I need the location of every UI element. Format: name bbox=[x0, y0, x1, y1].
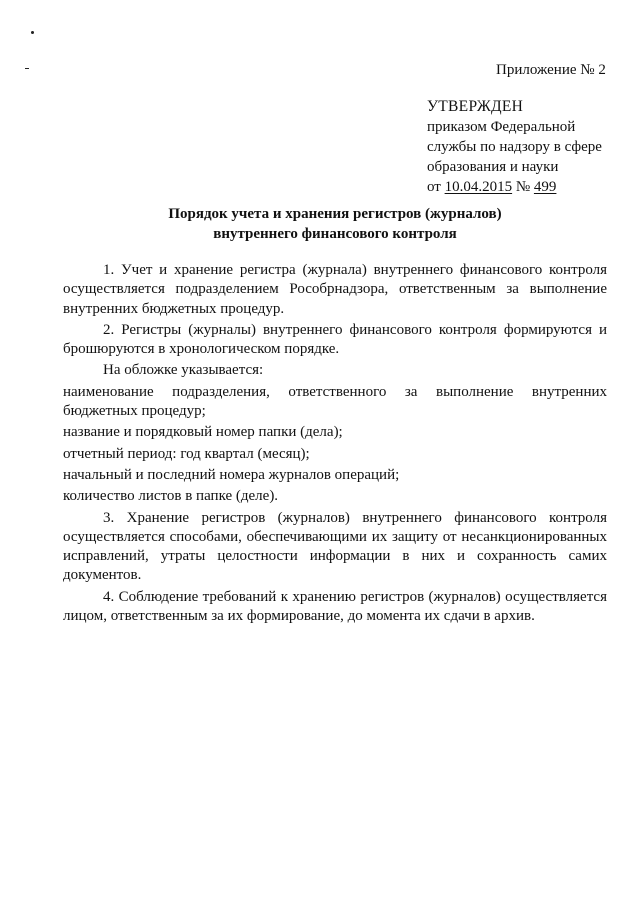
paragraph: 1. Учет и хранение регистра (журнала) внутреннего финансового контроля осуществляется подразделением Рособрнадзора, ответственным за выполнение внутренних бюджетных процедур. bbox=[63, 262, 607, 317]
paragraph: 2. Регистры (журналы) внутреннего финансового контроля формируются и брошюруются в хронологическом порядке. bbox=[63, 321, 607, 358]
appendix-label: Приложение № 2 bbox=[496, 62, 606, 78]
order-date: 10.04.2015 bbox=[444, 179, 513, 195]
document-title bbox=[100, 204, 570, 244]
paragraph: 3. Хранение регистров (журналов) внутреннего финансового контроля осуществляется способами, обеспечивающими их защиту от несанкционированных исправлений, утраты целостности информации в них и сохранность самих документов. bbox=[63, 509, 607, 584]
list-item: начальный и последний номера журналов операций; bbox=[63, 466, 400, 483]
approval-block bbox=[427, 97, 627, 197]
approval-line: службы по надзору в сфере bbox=[427, 139, 602, 155]
paragraph: 4. Соблюдение требований к хранению регистров (журналов) осуществляется лицом, ответственным за их формирование, до момента их сдачи в архив. bbox=[63, 588, 607, 625]
list-item: название и порядковый номер папки (дела); bbox=[63, 424, 343, 441]
order-number: 499 bbox=[533, 179, 557, 195]
list-item: отчетный период: год квартал (месяц); bbox=[63, 445, 310, 462]
number-prefix: № bbox=[515, 179, 531, 195]
title-line: внутреннего финансового контроля bbox=[213, 226, 457, 242]
title-line: Порядок учета и хранения регистров (журналов) bbox=[168, 206, 502, 222]
scan-speck bbox=[31, 31, 34, 34]
list-item: количество листов в папке (деле). bbox=[63, 488, 279, 505]
date-prefix: от bbox=[427, 179, 441, 195]
approval-line: приказом Федеральной bbox=[427, 119, 576, 135]
list-item: наименование подразделения, ответственного за выполнение внутренних бюджетных процедур; bbox=[63, 383, 607, 420]
approval-heading: УТВЕРЖДЕН bbox=[427, 98, 524, 115]
document-body bbox=[63, 261, 607, 628]
approval-date-line bbox=[427, 177, 627, 197]
approval-line: образования и науки bbox=[427, 159, 559, 175]
paragraph: На обложке указывается: bbox=[103, 362, 264, 379]
scan-speck bbox=[25, 68, 29, 69]
